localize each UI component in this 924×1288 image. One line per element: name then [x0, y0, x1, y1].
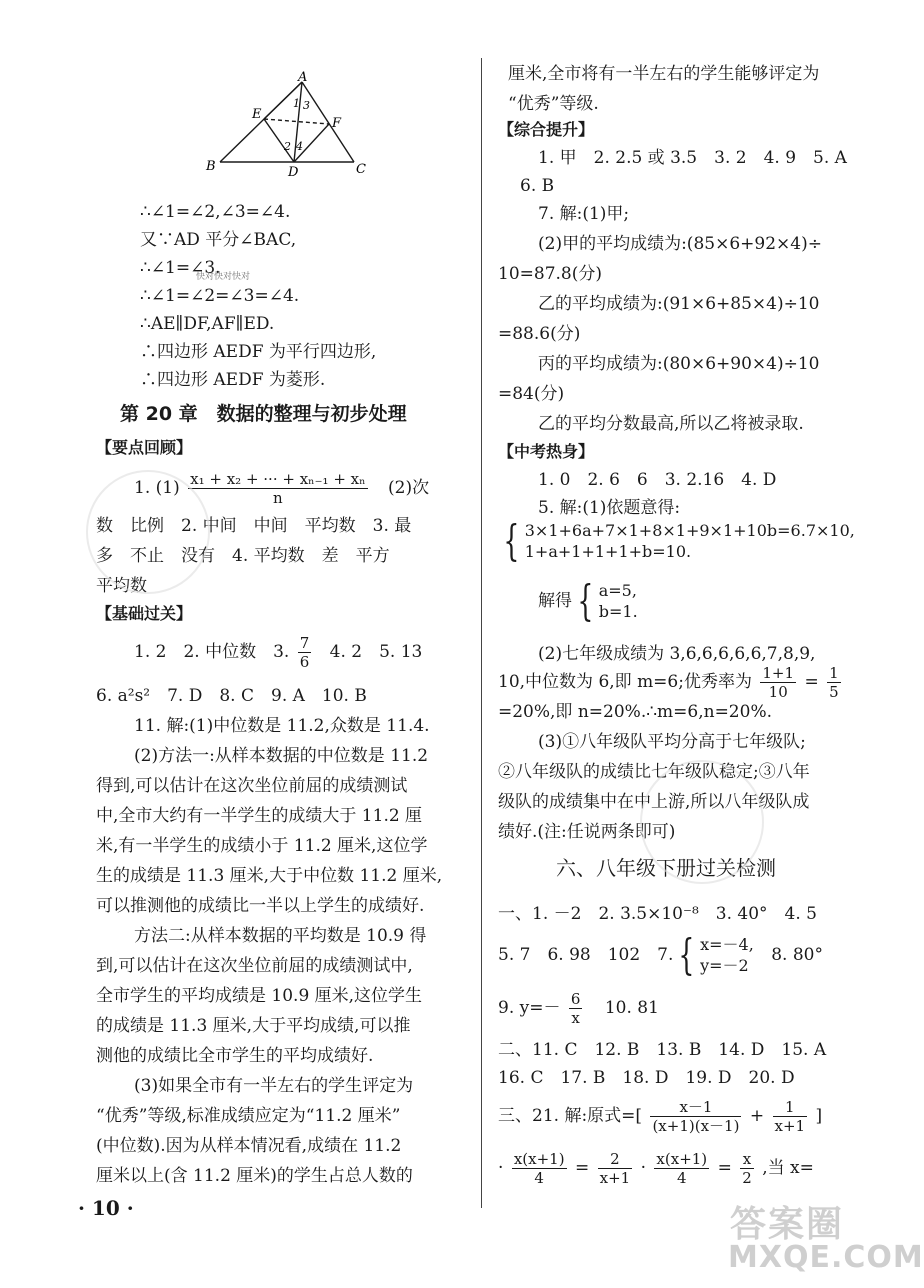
faint-stamp-left — [86, 470, 210, 594]
test-line: 16. C 17. B 18. D 19. D 20. D — [498, 1068, 795, 1088]
q11-line: 方法二:从样本数据的平均数是 10.9 得 — [134, 926, 427, 946]
exam-line: 绩好.(注:任说两条即可) — [498, 822, 676, 842]
fraction: $\frac{2}{x+1}$ — [599, 1150, 631, 1187]
label-e: E — [252, 107, 262, 122]
heading-exam: 【中考热身】 — [498, 442, 595, 461]
exam-line: (3)①八年级队平均分高于七年级队; — [538, 732, 806, 752]
heading-comprehensive: 【综合提升】 — [498, 120, 595, 139]
test-line: 9. y=－ $\frac{6}{x}$ 10. 81 — [498, 990, 659, 1027]
q11-line: 测他的成绩比全市学生的平均成绩好. — [96, 1046, 374, 1066]
angle-2: 2 — [284, 140, 291, 153]
exam-line: (2)七年级成绩为 3,6,6,6,6,6,7,8,9, — [538, 644, 816, 664]
chapter-title: 第 20 章 数据的整理与初步处理 — [120, 403, 407, 425]
exam-line: ②八年级队的成绩比七年级队稳定;③八年 — [498, 762, 810, 782]
angle-1: 1 — [293, 97, 300, 110]
label-d: D — [288, 165, 299, 180]
continued-line: 厘米,全市将有一半左右的学生能够评定为 — [508, 64, 820, 84]
fraction: $\frac{x(x+1)}{4}$ — [513, 1150, 565, 1187]
label-f: F — [332, 116, 342, 131]
review-line: 平均数 — [96, 576, 147, 596]
brace: { — [503, 516, 520, 565]
heading-review: 【要点回顾】 — [96, 438, 193, 457]
test-line: 三、21. 解:原式=[ $\frac{x-1}{(x+1)(x-1)}$ + $\frac{1}{x+1}$ ] — [498, 1098, 823, 1135]
review-line: 1. (1) $\frac{\text{x₁ + x₂ + ··· + xₙ₋₁ + xₙ}}{n}$ (2)次 — [134, 470, 430, 507]
brace: { — [577, 576, 594, 625]
q11-line: 中,全市大约有一半学生的成绩大于 11.2 厘 — [96, 806, 423, 826]
stamp-small-text: 快对快对快对 — [196, 272, 251, 282]
continued-line: “优秀”等级. — [508, 94, 599, 114]
test-line: 5. 7 6. 98 102 7. { x=－4, y=－2 8. 80° — [498, 930, 823, 979]
q11-line: 生的成绩是 11.3 厘米,大于中位数 11.2 厘米, — [96, 866, 443, 886]
comp-line: 乙的平均成绩为:(91×6+85×4)÷10 — [538, 294, 820, 314]
test-line: 一、1. －2 2. 3.5×10⁻⁸ 3. 40° 4. 5 — [498, 904, 817, 924]
review-line: 多 不止 没有 4. 平均数 差 平方 — [96, 546, 390, 566]
proof-line: ∴∠1=∠2,∠3=∠4. — [140, 202, 291, 222]
q11-line: (2)方法一:从样本数据的中位数是 11.2 — [134, 746, 429, 766]
q11-line: 米,有一半学生的成绩小于 11.2 厘米,这位学 — [96, 836, 428, 856]
fraction: $\frac{x(x+1)}{4}$ — [656, 1150, 708, 1187]
exam-line: 10,中位数为 6,即 m=6;优秀率为 $\frac{1+1}{10}$ = $\frac{1}{5}$ — [498, 664, 839, 701]
equation-system: { 3×1+6a+7×1+8×1+9×1+10b=6.7×10, 1+a+1+1+1+b=10. — [503, 516, 855, 565]
heading-basic: 【基础过关】 — [96, 604, 193, 623]
q11-line: “优秀”等级,标准成绩应定为“11.2 厘米” — [96, 1106, 401, 1126]
faint-stamp-right — [640, 760, 764, 884]
exam-line: 5. 解:(1)依题意得: — [538, 498, 681, 518]
segment-ef — [264, 119, 329, 124]
comp-line: 7. 解:(1)甲; — [538, 204, 630, 224]
proof-line: ∴四边形 AEDF 为平行四边形, — [140, 342, 377, 362]
solution-system: 解得 { a=5, b=1. — [538, 576, 638, 625]
comp-line: (2)甲的平均成绩为:(85×6+92×4)÷ — [538, 234, 822, 254]
exam-line: =20%,即 n=20%.∴m=6,n=20%. — [498, 702, 773, 722]
fraction: $\frac{6}{x}$ — [570, 990, 581, 1027]
comp-line: 乙的平均分数最高,所以乙将被录取. — [538, 414, 804, 434]
brace: { — [678, 930, 695, 979]
comp-line: 丙的平均成绩为:(80×6+90×4)÷10 — [538, 354, 820, 374]
q11-line: 到,可以估计在这次坐位前屈的成绩测试中, — [96, 956, 413, 976]
column-divider — [481, 58, 482, 1208]
q11-line: (中位数).因为从样本情况看,成绩在 11.2 — [96, 1136, 402, 1156]
q11-line: 11. 解:(1)中位数是 11.2,众数是 11.4. — [134, 716, 430, 736]
mean-formula: $\frac{\text{x₁ + x₂ + ··· + xₙ₋₁ + xₙ}}{n}$ — [190, 470, 366, 507]
proof-line: 又∵AD 平分∠BAC, — [140, 230, 297, 250]
basic-line: 6. a²s² 7. D 8. C 9. A 10. B — [96, 686, 367, 706]
label-c: C — [356, 162, 366, 177]
comp-line: =84(分) — [498, 384, 565, 404]
proof-line: ∴∠1=∠2=∠3=∠4. — [140, 286, 300, 306]
label-b: B — [206, 159, 216, 174]
comp-line: 1. 甲 2. 2.5 或 3.5 3. 2 4. 9 5. A — [538, 148, 847, 168]
rhombus-figure — [206, 72, 476, 182]
fraction: $\frac{7}{6}$ — [299, 634, 310, 671]
proof-line: ∴四边形 AEDF 为菱形. — [140, 370, 326, 390]
test-line: · $\frac{x(x+1)}{4}$ = $\frac{2}{x+1}$ · $\frac{x(x+1)}{4}$ = $\frac{x}{2}$ ,当 x= — [498, 1150, 814, 1187]
exam-line: 级队的成绩集中在中上游,所以八年级队成 — [498, 792, 810, 812]
fraction: $\frac{x}{2}$ — [742, 1150, 752, 1187]
watermark-url: MXQE.COM — [728, 1240, 924, 1275]
proof-line: ∴AE∥DF,AF∥ED. — [140, 314, 275, 334]
comp-line: 6. B — [520, 176, 555, 196]
q11-line: 得到,可以估计在这次坐位前屈的成绩测试 — [96, 776, 408, 796]
q11-line: (3)如果全市有一半左右的学生评定为 — [134, 1076, 414, 1096]
comp-line: =88.6(分) — [498, 324, 581, 344]
angle-4: 4 — [296, 140, 303, 153]
q11-line: 厘米以上(含 11.2 厘米)的学生占总人数的 — [96, 1166, 413, 1186]
section-title: 六、八年级下册过关检测 — [556, 856, 776, 880]
watermark-logo: 答案圈 — [730, 1204, 845, 1245]
q11-line: 可以推测他的成绩比一半以上学生的成绩好. — [96, 896, 425, 916]
review-line: 数 比例 2. 中间 中间 平均数 3. 最 — [96, 516, 412, 536]
test-line: 二、11. C 12. B 13. B 14. D 15. A — [498, 1040, 827, 1060]
q11-line: 的成绩是 11.3 厘米,大于平均成绩,可以推 — [96, 1016, 411, 1036]
basic-line: 1. 2 2. 中位数 3. $\frac{7}{6}$ 4. 2 5. 13 — [134, 634, 423, 671]
fraction: $\frac{x-1}{(x+1)(x-1)}$ — [652, 1098, 740, 1135]
q11-line: 全市学生的平均成绩是 10.9 厘米,这位学生 — [96, 986, 423, 1006]
exam-line: 1. 0 2. 6 6 3. 2.16 4. D — [538, 470, 777, 490]
page-number: · 10 · — [78, 1196, 134, 1220]
label-a: A — [298, 70, 308, 85]
angle-3: 3 — [303, 99, 310, 112]
proof-line: ∴∠1=∠3. — [140, 258, 221, 278]
comp-line: 10=87.8(分) — [498, 264, 602, 284]
fraction: $\frac{1}{5}$ — [829, 664, 839, 701]
fraction: $\frac{1+1}{10}$ — [762, 664, 795, 701]
fraction: $\frac{1}{x+1}$ — [774, 1098, 806, 1135]
